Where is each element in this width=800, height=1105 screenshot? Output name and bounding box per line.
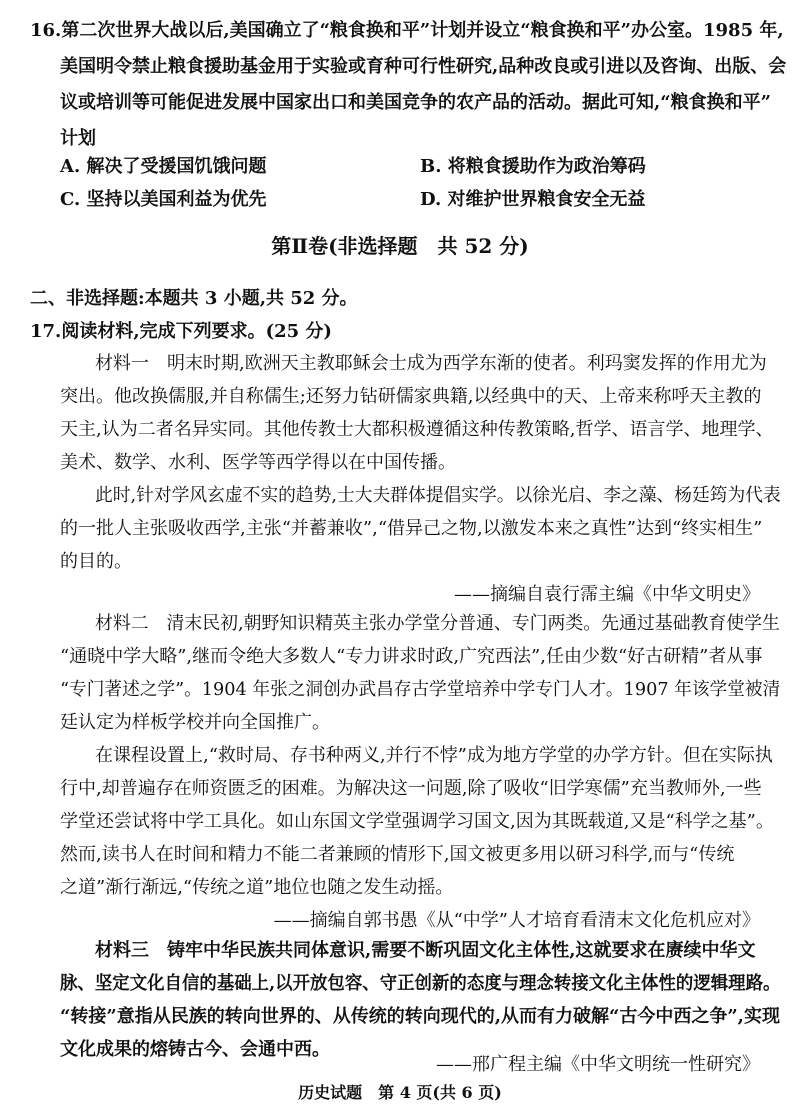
q16-option-b: B. 将粮食援助作为政治筹码 <box>420 156 646 177</box>
q16-option-a: A. 解决了受援国饥饿问题 <box>60 156 267 177</box>
section-title: 第Ⅱ卷(非选择题 共 52 分) <box>271 234 529 258</box>
page-footer: 历史试题 第 4 页(共 6 页) <box>298 1083 502 1102</box>
section-heading: 二、非选择题:本题共 3 小题,共 52 分。 <box>30 288 358 309</box>
q16-option-c: C. 坚持以美国利益为优先 <box>60 189 267 210</box>
q16-line-1: 16.第二次世界大战以后,美国确立了“粮食换和平”计划并设立“粮食换和平”办公室。1985 年, <box>30 20 784 41</box>
material3-line-4: 文化成果的熔铸古今、会通中西。 <box>60 1039 330 1060</box>
material1-line-4: 美术、数学、水利、医学等西学得以在中国传播。 <box>60 452 456 473</box>
q17-prompt: 17.阅读材料,完成下列要求。(25 分) <box>30 321 332 342</box>
material3-line-2: 脉、坚定文化自信的基础上,以开放包容、守正创新的态度与理念转接文化主体性的逻辑理路。 <box>60 973 781 994</box>
material2-source: ——摘编自郭书愚《从“中学”人才培育看清末文化危机应对》 <box>273 910 760 931</box>
material3-source: ——邢广程主编《中华文明统一性研究》 <box>436 1054 760 1075</box>
material2-line-9: 之道”渐行渐远,“传统之道”地位也随之发生动摇。 <box>60 877 454 898</box>
material1-line-3: 天主,认为二者名异实同。其他传教士大都积极遵循这种传教策略,哲学、语言学、地理学、 <box>60 419 774 440</box>
q16-option-d: D. 对维护世界粮食安全无益 <box>420 189 646 210</box>
material2-line-8: 然而,读书人在时间和精力不能二者兼顾的情形下,国文被更多用以研习科学,而与“传统 <box>60 844 735 865</box>
material1-line-6: 的一批人主张吸收西学,主张“并蓄兼收”,“借异己之物,以激发本来之真性”达到“终实相生” <box>60 518 763 539</box>
material1-line-1: 材料一 明末时期,欧洲天主教耶稣会士成为西学东渐的使者。利玛窦发挥的作用尤为 <box>95 353 767 374</box>
material2-line-1: 材料二 清末民初,朝野知识精英主张办学堂分普通、专门两类。先通过基础教育使学生 <box>95 613 780 634</box>
material3-line-1: 材料三 铸牢中华民族共同体意识,需要不断巩固文化主体性,这就要求在赓续中华文 <box>95 940 756 961</box>
material1-line-5: 此时,针对学风玄虚不实的趋势,士大夫群体提倡实学。以徐光启、李之藻、杨廷筠为代表 <box>95 485 781 506</box>
material1-line-7: 的目的。 <box>60 551 132 572</box>
material2-line-4: 廷认定为样板学校并向全国推广。 <box>60 712 330 733</box>
material2-line-3: “专门著述之学”。1904 年张之洞创办武昌存古学堂培养中学专门人才。1907 年该学堂被清 <box>60 679 781 700</box>
material2-line-5: 在课程设置上,“救时局、存书种两义,并行不悖”成为地方学堂的办学方针。但在实际执 <box>95 745 773 766</box>
q16-line-4: 计划 <box>60 128 96 149</box>
material1-line-2: 突出。他改换儒服,并自称儒生;还努力钻研儒家典籍,以经典中的天、上帝来称呼天主教的 <box>60 386 762 407</box>
material2-line-6: 行中,却普遍存在师资匮乏的困难。为解决这一问题,除了吸收“旧学寒儒”充当教师外,一些 <box>60 778 762 799</box>
q16-line-2: 美国明令禁止粮食援助基金用于实验或育种可行性研究,品种改良或引进以及咨询、出版、会 <box>60 56 787 77</box>
q16-line-3: 议或培训等可能促进发展中国家出口和美国竞争的农产品的活动。据此可知,“粮食换和平” <box>60 92 771 113</box>
material1-source: ——摘编自袁行霈主编《中华文明史》 <box>454 584 760 605</box>
material2-line-2: “通晓中学大略”,继而令绝大多数人“专力讲求时政,广究西法”,任由少数“好古研精”者从事 <box>60 646 763 667</box>
material2-line-7: 学堂还尝试将中学工具化。如山东国文学堂强调学习国文,因为其既载道,又是“科学之基”。 <box>60 811 774 832</box>
material3-line-3: “转接”意指从民族的转向世界的、从传统的转向现代的,从而有力破解“古今中西之争”,实现 <box>60 1006 780 1027</box>
